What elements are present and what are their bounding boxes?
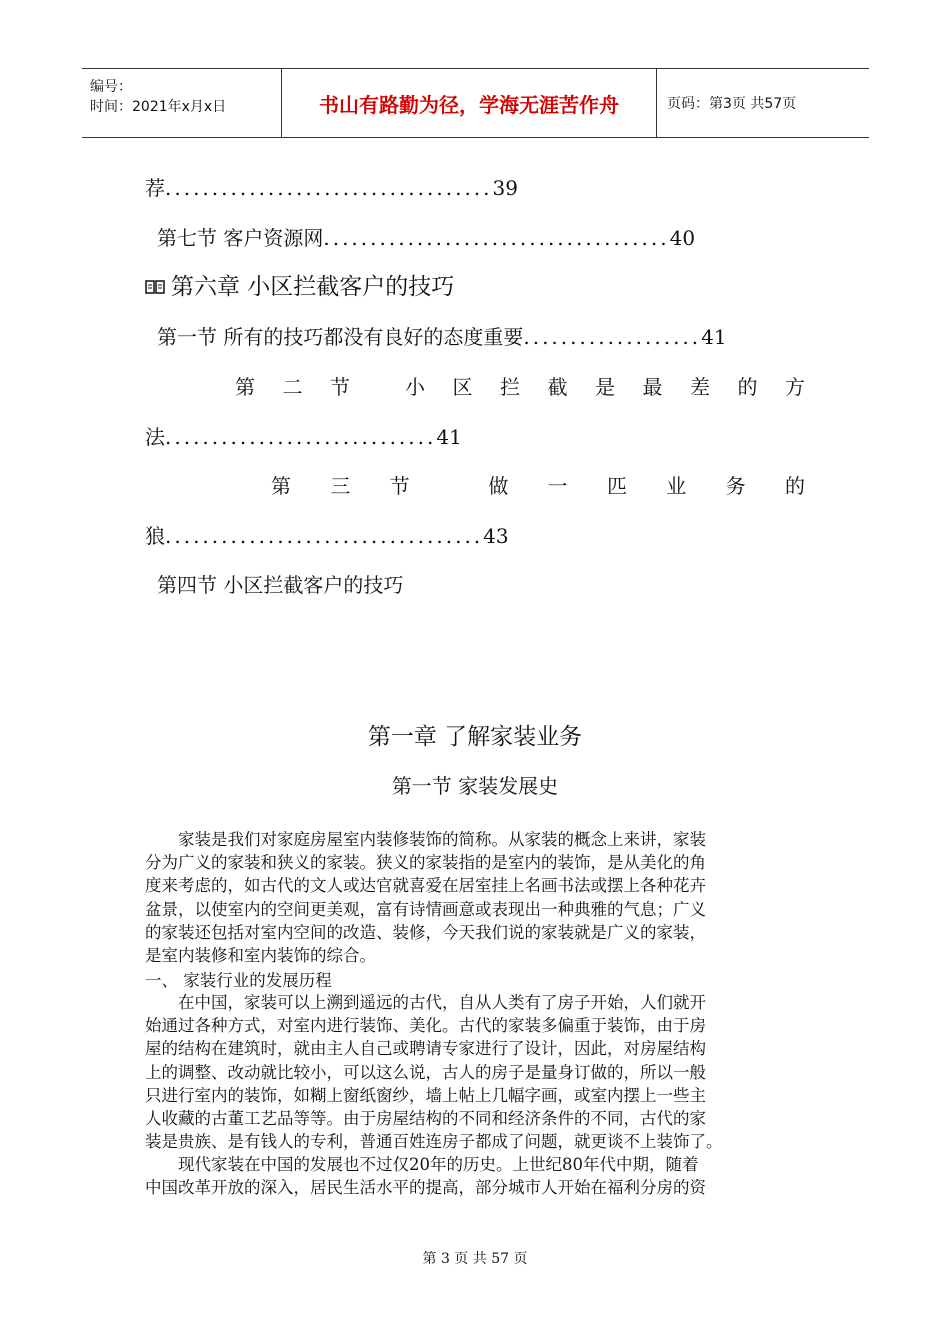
toc-leader: ................... <box>523 325 702 349</box>
paragraph-line: 现代家装在中国的发展也不过仅20年的历史。上世纪80年代中期，随着 <box>178 1155 699 1174</box>
header-motto: 书山有路勤为径，学海无涯苦作舟 <box>282 69 657 137</box>
paragraph-line: 屋的结构在建筑时，就由主人自己或聘请专家进行了设计，因此，对房屋结构 <box>145 1039 706 1059</box>
toc-char: 的 <box>737 375 758 399</box>
toc-entry[interactable] <box>145 520 509 549</box>
toc-char: 的 <box>784 474 805 498</box>
toc-entry[interactable] <box>157 321 727 350</box>
list-heading: 一、 家装行业的发展历程 <box>145 971 332 990</box>
paragraph-line: 只进行室内的装饰，如糊上窗纸窗纱，墙上帖上几幅字画，或室内摆上一些主 <box>145 1085 706 1105</box>
toc-leader: ..................................... <box>323 226 670 250</box>
paragraph-line: 始通过各种方式，对室内进行装饰、美化。古代的家装多偏重于装饰，由于房 <box>145 1016 706 1036</box>
toc-page-number: 39 <box>492 176 518 200</box>
paragraph-line: 人收藏的古董工艺品等等。由于房屋结构的不同和经济条件的不同，古代的家 <box>145 1109 706 1129</box>
toc-char: 一 <box>547 474 568 498</box>
toc-char: 第 <box>271 474 291 498</box>
toc-page-number: 41 <box>436 425 462 449</box>
paragraph-line: 家装是我们对家庭房屋室内装修装饰的简称。从家装的概念上来讲，家装 <box>178 830 706 849</box>
paragraph-line: 装是贵族、是有钱人的专利，普通百姓连房子都成了问题，就更谈不上装饰了。 <box>145 1132 723 1152</box>
toc-entry-text: 狼 <box>145 524 165 548</box>
toc-char: 业 <box>666 474 687 498</box>
paragraph <box>145 991 810 1153</box>
toc-leader: ................................... <box>165 176 493 200</box>
toc-entry-text: 法 <box>145 425 165 449</box>
toc-entry-justified[interactable] <box>235 371 805 400</box>
paragraph-line: 上的调整、改动就比较小，可以这么说，古人的房子是量身订做的，所以一般 <box>145 1062 706 1082</box>
paragraph-line: 的家装还包括对室内空间的改造、装修，今天我们说的家装就是广义的家装， <box>145 922 706 942</box>
toc-entry-text: 第四节 小区拦截客户的技巧 <box>157 573 404 597</box>
time-label: 时间：2021年x月x日 <box>90 99 227 115</box>
toc-char: 节 <box>389 474 410 498</box>
section-title: 第一节 家装发展史 <box>391 774 559 798</box>
toc-char: 三 <box>330 474 351 498</box>
paragraph-line: 度来考虑的，如古代的文人或达官就喜爱在居室挂上名画书法或摆上各种花卉 <box>145 876 706 896</box>
toc-entry[interactable] <box>157 569 403 598</box>
paragraph <box>145 1153 810 1199</box>
toc-page-number: 43 <box>483 524 509 548</box>
paragraph-line: 是室内装修和室内装饰的综合。 <box>145 946 376 966</box>
header-page-info: 页码：第3页 共57页 <box>667 96 797 112</box>
toc-chapter-text: 第六章 小区拦截客户的技巧 <box>171 274 455 300</box>
toc-page-number: 40 <box>669 226 696 250</box>
toc-char: 区 <box>452 375 473 399</box>
toc-char: 节 <box>330 375 350 399</box>
header-meta <box>82 69 282 137</box>
toc-entry-justified[interactable] <box>271 470 805 499</box>
toc-char: 做 <box>488 474 509 498</box>
toc-leader: .................................. <box>165 524 484 548</box>
paragraph-line: 在中国，家装可以上溯到遥远的古代，自从人类有了房子开始，人们就开 <box>178 993 706 1012</box>
toc-char: 二 <box>282 375 303 399</box>
toc-chapter-heading[interactable] <box>145 268 454 301</box>
toc-char: 截 <box>547 375 568 399</box>
chapter-title: 第一章 了解家装业务 <box>367 724 583 750</box>
toc-entry-text: 荐 <box>145 176 165 200</box>
paragraph-line: 中国改革开放的深入，居民生活水平的提高，部分城市人开始在福利分房的资 <box>145 1178 706 1198</box>
toc-char: 小 <box>405 375 425 399</box>
toc-char: 是 <box>595 375 615 399</box>
toc-char: 方 <box>785 375 805 399</box>
toc-char: 务 <box>725 474 746 498</box>
toc-char: 差 <box>690 375 710 399</box>
toc-page-number: 41 <box>701 325 727 349</box>
toc-char: 拦 <box>500 375 520 399</box>
paragraph <box>145 828 810 967</box>
toc-entry-text: 第七节 客户资源网 <box>157 226 324 250</box>
paragraph-line: 盆景，以使室内的空间更美观，富有诗情画意或表现出一种典雅的气息；广义 <box>145 899 706 919</box>
toc-char: 匹 <box>606 474 627 498</box>
toc-entry[interactable] <box>157 222 695 251</box>
toc-leader: ............................. <box>165 425 437 449</box>
toc-entry[interactable] <box>145 421 462 450</box>
toc-entry-text: 第一节 所有的技巧都没有良好的态度重要 <box>157 325 524 349</box>
book-icon <box>145 279 165 295</box>
toc-char: 第 <box>235 375 255 399</box>
page-footer: 第 3 页 共 57 页 <box>422 1251 528 1267</box>
number-label: 编号： <box>90 79 132 95</box>
page-header <box>82 68 869 138</box>
toc-char: 最 <box>642 375 663 399</box>
toc-entry[interactable] <box>145 172 518 201</box>
paragraph-line: 分为广义的家装和狭义的家装。狭义的家装指的是室内的装饰，是从美化的角 <box>145 853 706 873</box>
